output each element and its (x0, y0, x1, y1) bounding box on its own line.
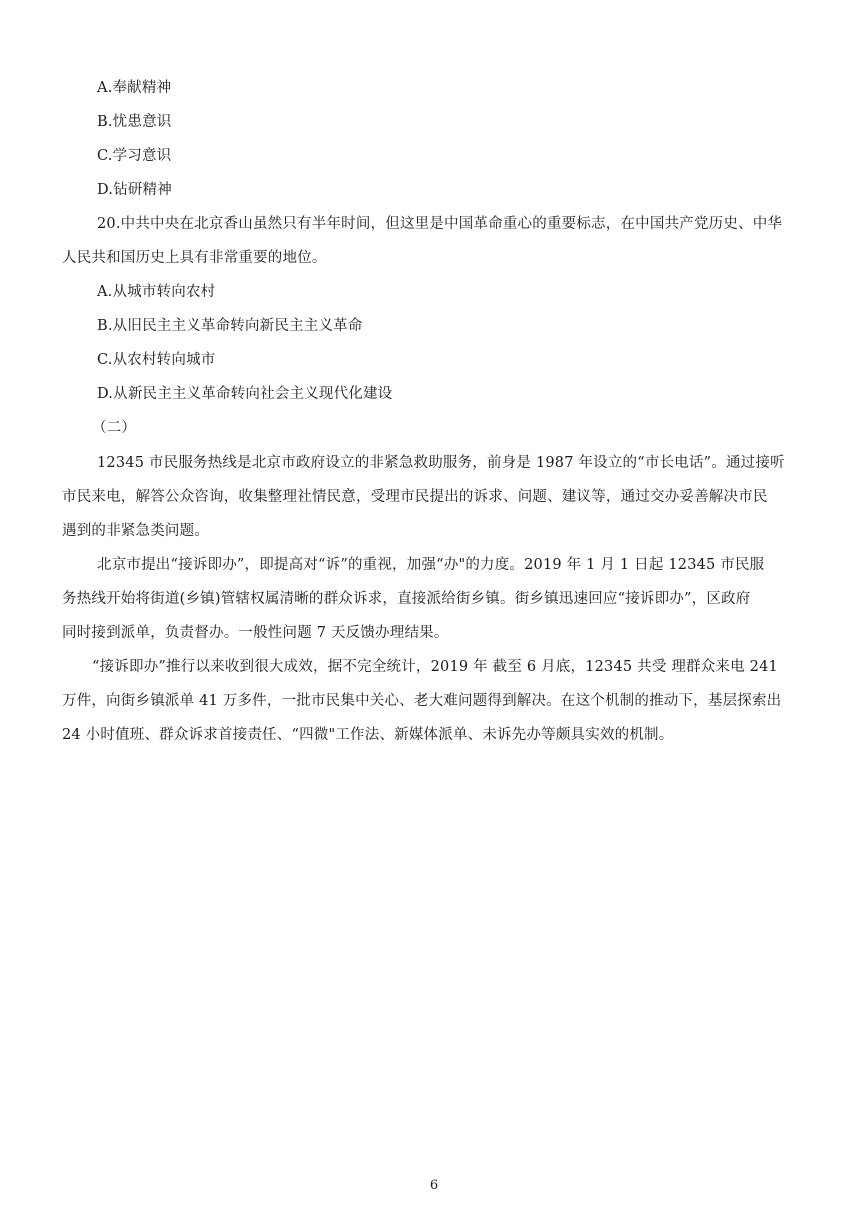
paragraph-line: 12345 市民服务热线是北京市政府设立的非紧急救助服务，前身是 1987 年设立的“市长电话”。通过接听 (97, 455, 785, 471)
paragraph-line: “接诉即办”推行以来收到很大成效，据不完全统计，2019 年 截至 6 月底，12345 共受 理群众来电 241 (92, 659, 778, 675)
option-d: D.钻研精神 (97, 182, 172, 198)
paragraph-line: 同时接到派单，负责督办。一般性问题 7 天反馈办理结果。 (62, 625, 449, 641)
paragraph-line: 万件，向街乡镇派单 41 万多件，一批市民集中关心、老大难问题得到解决。在这个机制的推动下，基层探索出 (62, 693, 782, 709)
option-b: B.忧患意识 (97, 114, 172, 130)
paragraph-line: 务热线开始将街道(乡镇)管辖权属清晰的群众诉求，直接派给街乡镇。街乡镇迅速回应“接诉即办”，区政府 (62, 591, 751, 607)
page-number: 6 (429, 1178, 439, 1193)
section-heading: （二） (92, 420, 137, 436)
question-20-stem-continued: 人民共和国历史上具有非常重要的地位。 (62, 250, 327, 266)
paragraph-line: 北京市提出“接诉即办”，即提高对“诉”的重视，加强“办"的力度。2019 年 1 月 1 日起 12345 市民服 (97, 557, 765, 573)
option-b: B.从旧民主主义革命转向新民主主义革命 (97, 318, 363, 334)
option-a: A.奉献精神 (97, 80, 172, 96)
option-d: D.从新民主主义革命转向社会主义现代化建设 (97, 386, 393, 402)
option-c: C.从农村转向城市 (97, 352, 216, 368)
paragraph-line: 市民来电，解答公众咨询，收集整理社情民意，受理市民提出的诉求、问题、建议等，通过交办妥善解决市民 (62, 489, 768, 505)
option-a: A.从城市转向农村 (97, 284, 216, 300)
paragraph-line: 遇到的非紧急类问题。 (62, 523, 209, 539)
question-20-stem: 20.中共中央在北京香山虽然只有半年时间，但这里是中国革命重心的重要标志，在中国共产党历史、中华 (97, 216, 783, 232)
paragraph-line: 24 小时值班、群众诉求首接责任、“四微"工作法、新媒体派单、未诉先办等颇具实效的机制。 (62, 727, 674, 743)
option-c: C.学习意识 (97, 148, 172, 164)
